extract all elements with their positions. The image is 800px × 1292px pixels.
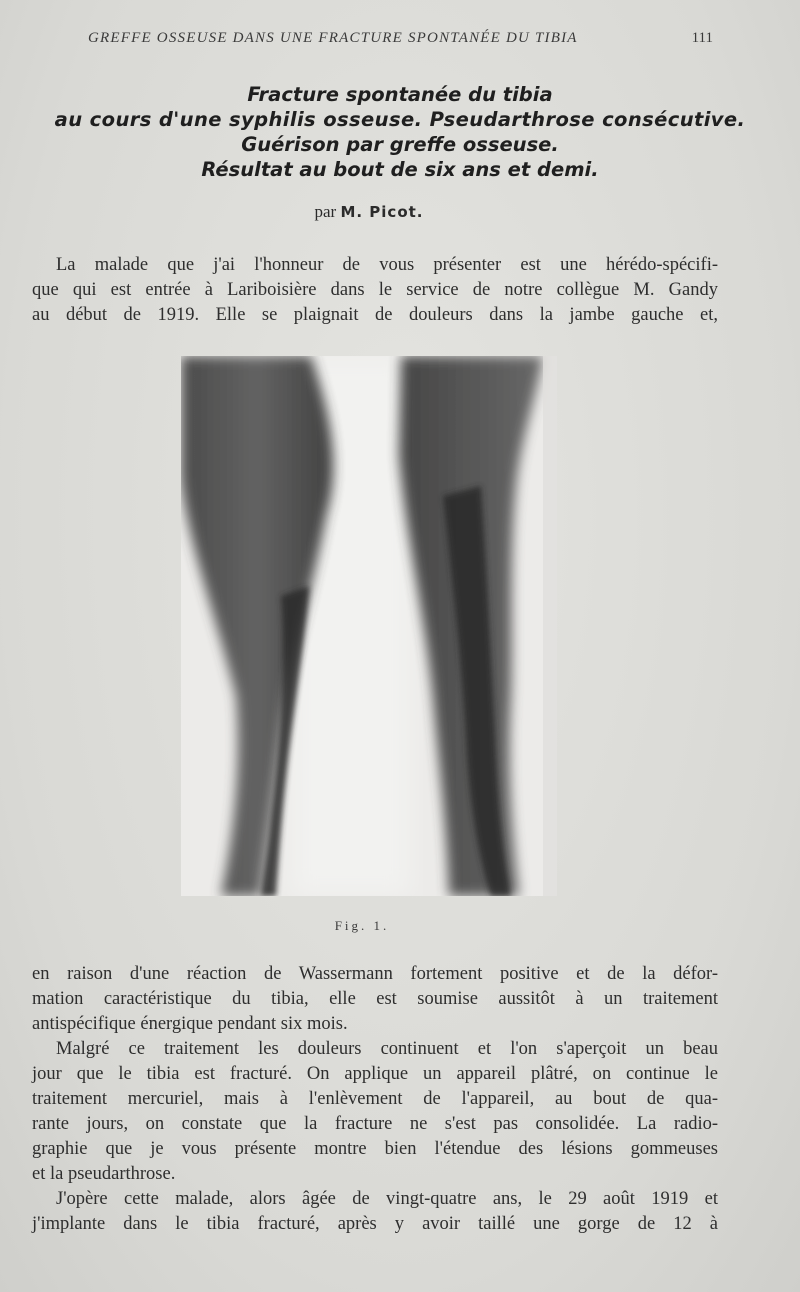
- text-line: traitement mercuriel, mais à l'enlèvement de l'appareil, au bout de qua-: [32, 1089, 718, 1109]
- text-line: Malgré ce traitement les douleurs continuent et l'on s'aperçoit un beau: [56, 1039, 718, 1059]
- byline: [0, 202, 738, 222]
- title-line: Guérison par greffe osseuse.: [241, 133, 559, 156]
- byline-prefix: par: [314, 202, 337, 221]
- text-line: La malade que j'ai l'honneur de vous présenter est une hérédo-spécifi-: [56, 255, 718, 275]
- article-title: [0, 82, 800, 182]
- title-line: au cours d'une syphilis osseuse. Pseudarthrose consécutive.: [54, 108, 746, 131]
- figure-caption: Fig. 1.: [334, 918, 390, 933]
- text-line: jour que le tibia est fracturé. On applique un appareil plâtré, on continue le: [32, 1064, 718, 1084]
- text-line: graphie que je vous présente montre bien l'étendue des lésions gommeuses: [32, 1139, 718, 1159]
- author-name: M. Picot.: [340, 203, 424, 221]
- text-line: antispécifique énergique pendant six mois.: [32, 1014, 348, 1034]
- paragraph-main: [32, 962, 718, 1237]
- text-line: J'opère cette malade, alors âgée de vingt-quatre ans, le 29 août 1919 et: [56, 1189, 718, 1209]
- running-head: [88, 30, 713, 47]
- text-line: j'implante dans le tibia fracturé, après y avoir taillé une gorge de 12 à: [32, 1214, 718, 1234]
- paragraph-intro: [32, 253, 718, 328]
- running-head-title: GREFFE OSSEUSE DANS UNE FRACTURE SPONTANÉE DU TIBIA: [88, 30, 578, 46]
- title-line: Résultat au bout de six ans et demi.: [201, 158, 599, 181]
- text-line: et la pseudarthrose.: [32, 1164, 176, 1184]
- text-line: rante jours, on constate que la fracture ne s'est pas consolidée. La radio-: [32, 1114, 718, 1134]
- text-line: que qui est entrée à Lariboisière dans le service de notre collègue M. Gandy: [32, 280, 718, 300]
- radiograph-figure: [181, 356, 557, 896]
- radiograph-image: [181, 356, 557, 896]
- text-line: en raison d'une réaction de Wassermann fortement positive et de la défor-: [32, 964, 718, 984]
- text-line: mation caractéristique du tibia, elle est soumise aussitôt à un traitement: [32, 989, 718, 1009]
- text-line: au début de 1919. Elle se plaignait de douleurs dans la jambe gauche et,: [32, 305, 718, 325]
- title-line: Fracture spontanée du tibia: [247, 83, 553, 106]
- page-number: 111: [691, 30, 713, 46]
